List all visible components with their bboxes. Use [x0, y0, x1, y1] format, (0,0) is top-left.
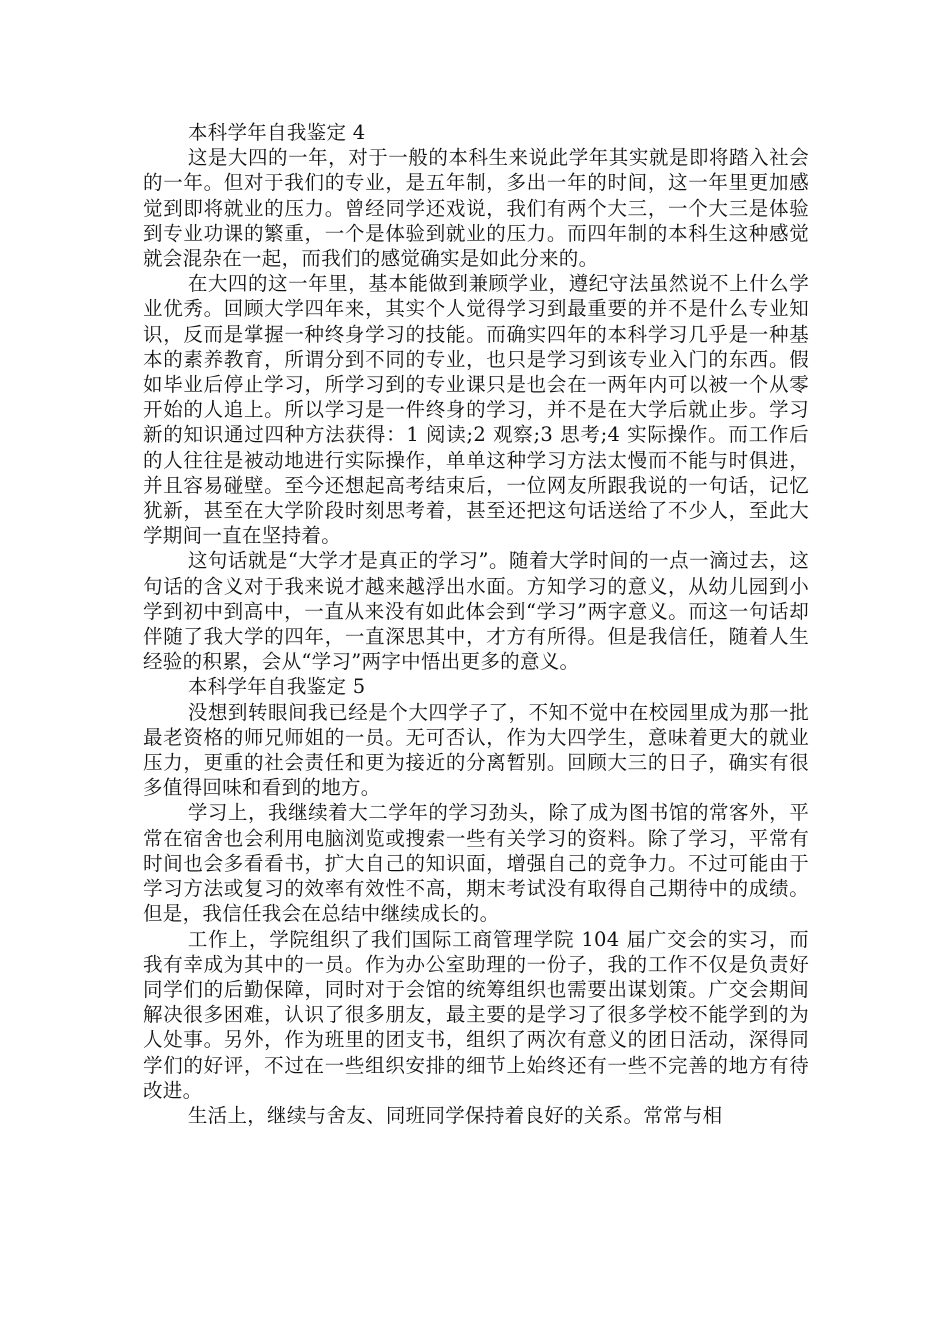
section-heading-5: 本科学年自我鉴定 5	[187, 675, 366, 699]
paragraph: 在大四的这一年里，基本能做到兼顾学业，遵纪守法虽然说不上什么学业优秀。回顾大学四年来，其实个人觉得学习到最重要的并不是什么专业知识，反而是掌握一种终身学习的技能。而确实四年的本科学习几乎是一种基本的素养教育，所谓分到不同的专业，也只是学习到该专业入门的东西。假如毕业后停止学习，所学习到的专业课只是也会在一两年内可以被一个从零开始的人追上。所以学习是一件终身的学习，并不是在大学后就止步。学习新的知识通过四种方法获得：1 阅读;2 观察;3 思考;4 实际操作。而工作后的人往往是被动地进行实际操作，单单这种学习方法太慢而不能与时俱进，并且容易碰壁。至今还想起高考结束后，一位网友所跟我说的一句话，记忆犹新，甚至在大学阶段时刻思考着，甚至还把这句话送给了不少人，至此大学期间一直在坚持着。	[143, 272, 809, 548]
paragraph: 这是大四的一年，对于一般的本科生来说此学年其实就是即将踏入社会的一年。但对于我们的专业，是五年制，多出一年的时间，这一年里更加感觉到即将就业的压力。曾经同学还戏说，我们有两个大三，一个大三是体验到专业功课的繁重，一个是体验到就业的压力。而四年制的本科生这种感觉就会混杂在一起，而我们的感觉确实是如此分来的。	[143, 146, 809, 271]
paragraph: 学习上，我继续着大二学年的学习劲头，除了成为图书馆的常客外，平常在宿舍也会利用电脑浏览或搜索一些有关学习的资料。除了学习，平常有时间也会多看看书，扩大自己的知识面，增强自己的竞争力。不过可能由于学习方法或复习的效率有效性不高，期末考试没有取得自己期待中的成绩。但是，我信任我会在总结中继续成长的。	[143, 801, 809, 926]
paragraph: 工作上，学院组织了我们国际工商管理学院 104 届广交会的实习，而我有幸成为其中的一员。作为办公室助理的一份子，我的工作不仅是负责好同学们的后勤保障，同时对于会馆的统筹组织也需要出谋划策。广交会期间解决很多困难，认识了很多朋友，最主要的是学习了很多学校不能学到的为人处事。另外，作为班里的团支书，组织了两次有意义的团日活动，深得同学们的好评，不过在一些组织安排的细节上始终还有一些不完善的地方有待改进。	[143, 927, 809, 1102]
paragraph: 这句话就是“大学才是真正的学习”。随着大学时间的一点一滴过去，这句话的含义对于我来说才越来越浮出水面。方知学习的意义，从幼儿园到小学到初中到高中，一直从来没有如此体会到“学习”两字意义。而这一句话却伴随了我大学的四年，一直深思其中，才方有所得。但是我信任，随着人生经验的积累，会从“学习”两字中悟出更多的意义。	[143, 549, 809, 674]
section-heading-4: 本科学年自我鉴定 4	[187, 121, 366, 144]
paragraph: 生活上，继续与舍友、同班同学保持着良好的关系。常常与相	[187, 1103, 723, 1127]
document-page	[143, 120, 809, 1128]
paragraph: 没想到转眼间我已经是个大四学子了，不知不觉中在校园里成为那一批最老资格的师兄师姐的一员。无可否认，作为大四学生，意味着更大的就业压力，更重的社会责任和更为接近的分离暂别。回顾大三的日子，确实有很多值得回味和看到的地方。	[143, 700, 809, 800]
